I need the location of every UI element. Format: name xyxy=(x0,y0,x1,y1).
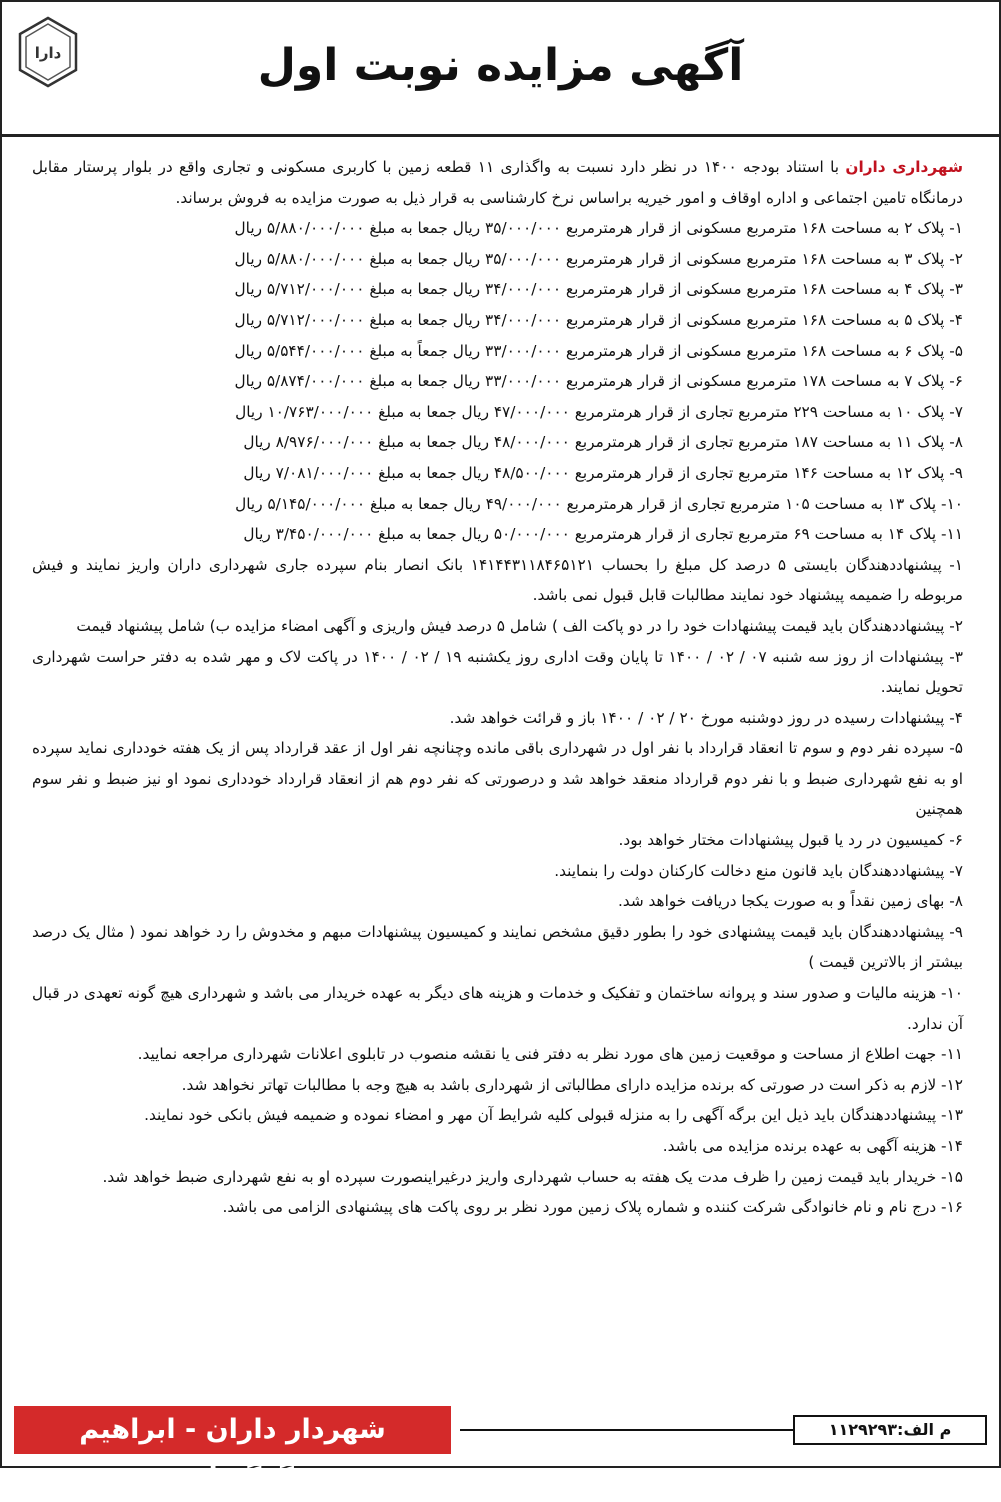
condition-item: ۱۳- پیشنهاددهندگان باید ذیل این برگه آگهی را به منزله قبولی کلیه شرایط آن مهر و امضاء نموده و ضمیمه فیش بانکی خود نمایند. xyxy=(144,1106,963,1125)
page-title: آگهی مزایده نوبت اول xyxy=(257,40,744,91)
plot-item: ۹- پلاک ۱۲ به مساحت ۱۴۶ مترمربع تجاری از قرار هرمترمربع ۴۸/۵۰۰/۰۰۰ ریال جمعا به مبلغ ۷/۰۸۱/۰۰۰/۰۰۰ ریال xyxy=(243,463,963,482)
footer-divider xyxy=(460,1429,793,1431)
plot-item: ۱- پلاک ۲ به مساحت ۱۶۸ مترمربع مسکونی از قرار هرمترمربع ۳۵/۰۰۰/۰۰۰ ریال جمعا به مبلغ ۵/۸۸۰/۰۰۰/۰۰۰ ریال xyxy=(234,219,963,238)
condition-item: ۶- کمیسیون در رد یا قبول پیشنهادات مختار خواهد بود. xyxy=(618,831,963,850)
intro-paragraph xyxy=(32,152,963,213)
condition-item: ۸- بهای زمین نقداً و به صورت یکجا دریافت خواهد شد. xyxy=(617,892,963,911)
condition-item: ۱۵- خریدار باید قیمت زمین را ظرف مدت یک هفته به حساب شهرداری واریز درغیراینصورت سپرده او به نفع شهرداری ضبط خواهد شد. xyxy=(102,1167,963,1186)
plots-list xyxy=(32,213,963,550)
mayor-signature-banner: شهردار داران - ابراهیم گوگونانی xyxy=(14,1406,451,1454)
plot-item: ۶- پلاک ۷ به مساحت ۱۷۸ مترمربع مسکونی از قرار هرمترمربع ۳۳/۰۰۰/۰۰۰ ریال جمعا به مبلغ ۵/۸۷۴/۰۰۰/۰۰۰ ریال xyxy=(234,372,963,391)
condition-item: ۱۴- هزینه آگهی به عهده برنده مزایده می باشد. xyxy=(662,1137,963,1155)
condition-item: ۱۰- هزینه مالیات و صدور سند و پروانه ساختمان و تفکیک و خدمات و هزینه های دیگر به عهده خریدار می باشد و شهرداری هیچ گونه تعهدی در قبال آن ندارد. xyxy=(32,984,963,1033)
plot-item: ۱۱- پلاک ۱۴ به مساحت ۶۹ مترمربع تجاری از قرار هرمترمربع ۵۰/۰۰۰/۰۰۰ ریال جمعا به مبلغ ۳/۴۵۰/۰۰۰/۰۰۰ ریال xyxy=(243,525,963,544)
plot-item: ۴- پلاک ۵ به مساحت ۱۶۸ مترمربع مسکونی از قرار هرمترمربع ۳۴/۰۰۰/۰۰۰ ریال جمعا به مبلغ ۵/۷۱۲/۰۰۰/۰۰۰ ریال xyxy=(234,310,963,329)
condition-item: ۱۲- لازم به ذکر است در صورتی که برنده مزایده دارای مطالباتی از شهرداری باشد به هیچ وجه با مطالبات تهاتر نخواهد شد. xyxy=(181,1075,963,1094)
condition-item: ۹- پیشنهاددهندگان باید قیمت پیشنهادی خود را بطور دقیق مشخص نمایند و کمیسیون پیشنهادات مبهم و مخدوش را رد خواهد نمود ( مثال یک درصد بیشتر از بالاترین قیمت ) xyxy=(32,922,963,972)
plot-item: ۱۰- پلاک ۱۳ به مساحت ۱۰۵ مترمربع تجاری از قرار هرمترمربع ۴۹/۰۰۰/۰۰۰ ریال جمعا به مبلغ ۵/۱۴۵/۰۰۰/۰۰۰ ریال xyxy=(235,494,963,513)
intro-text: با استناد بودجه ۱۴۰۰ در نظر دارد نسبت به واگذاری ۱۱ قطعه زمین با کاربری مسکونی و تجاری واقع در بلوار پرستار مقابل درمانگاه تامین اجتماعی و اداره اوقاف و امور خیریه براساس نرخ کارشناسی به قرار ذیل به صورت مزایده به فروش برساند. xyxy=(32,158,963,207)
conditions-list xyxy=(32,550,963,1223)
intro-org: شهرداری داران xyxy=(845,158,963,176)
logo-text: دارا xyxy=(34,44,62,62)
condition-item: ۳- پیشنهادات از روز سه شنبه ۰۷ / ۰۲ / ۱۴۰۰ تا پایان وقت اداری روز یکشنبه ۱۹ / ۰۲ / ۱۴۰۰ در پاکت لاک و مهر شده به دفتر حراست شهرداری تحویل نمایند. xyxy=(32,647,963,697)
plot-item: ۳- پلاک ۴ به مساحت ۱۶۸ مترمربع مسکونی از قرار هرمترمربع ۳۴/۰۰۰/۰۰۰ ریال جمعا به مبلغ ۵/۷۱۲/۰۰۰/۰۰۰ ریال xyxy=(234,280,963,299)
plot-item: ۸- پلاک ۱۱ به مساحت ۱۸۷ مترمربع تجاری از قرار هرمترمربع ۴۸/۰۰۰/۰۰۰ ریال جمعا به مبلغ ۸/۹۷۶/۰۰۰/۰۰۰ ریال xyxy=(243,433,963,452)
condition-item: ۱۶- درج نام و نام خانوادگی شرکت کننده و شماره پلاک زمین مورد نظر بر روی پاکت های پیشنهادی الزامی می باشد. xyxy=(222,1198,963,1217)
plot-item: ۲- پلاک ۳ به مساحت ۱۶۸ مترمربع مسکونی از قرار هرمترمربع ۳۵/۰۰۰/۰۰۰ ریال جمعا به مبلغ ۵/۸۸۰/۰۰۰/۰۰۰ ریال xyxy=(234,249,963,268)
plot-item: ۵- پلاک ۶ به مساحت ۱۶۸ مترمربع مسکونی از قرار هرمترمربع ۳۳/۰۰۰/۰۰۰ ریال جمعاً به مبلغ ۵/۵۴۴/۰۰۰/۰۰۰ ریال xyxy=(234,341,963,360)
condition-item: ۵- سپرده نفر دوم و سوم تا انعقاد قرارداد با نفر اول در شهرداری باقی مانده وچنانچه نفر اول از عقد قرارداد پس از یک هفته خودداری نماید سپرده او به نفع شهرداری ضبط و با نفر دوم قرارداد منعقد خواهد شد و درصورتی که نفر دوم هم از انعقاد قرارداد خودداری نمود او نیز ضبط و نفر سوم همچنین xyxy=(32,739,963,819)
condition-item: ۱۱- جهت اطلاع از مساحت و موقعیت زمین های مورد نظر به دفتر فنی یا نقشه منصوب در تابلوی اعلانات شهرداری مراجعه نمایید. xyxy=(137,1045,963,1064)
notice-footer xyxy=(14,1406,987,1493)
condition-item: ۱- پیشنهاددهندگان بایستی ۵ درصد کل مبلغ را بحساب ۱۴۱۴۴۳۱۱۸۴۶۵۱۲۱ بانک انصار بنام سپرده جاری شهرداری داران واریز نمایند و فیش مربوطه را ضمیمه پیشنهاد خود نمایند مطالبات قابل قبول نمی باشد. xyxy=(32,555,963,605)
reference-number-box: م الف:۱۱۲۹۲۹۳ xyxy=(793,1415,987,1445)
notice-header xyxy=(2,2,999,137)
condition-item: ۴- پیشنهادات رسیده در روز دوشنبه مورخ ۲۰ / ۰۲ / ۱۴۰۰ باز و قرائت خواهد شد. xyxy=(449,708,963,727)
condition-item: ۷- پیشنهاددهندگان باید قانون منع دخالت کارکنان دولت را بنمایند. xyxy=(554,861,963,880)
plot-item: ۷- پلاک ۱۰ به مساحت ۲۲۹ مترمربع تجاری از قرار هرمترمربع ۴۷/۰۰۰/۰۰۰ ریال جمعا به مبلغ ۱۰/۷۶۳/۰۰۰/۰۰۰ ریال xyxy=(235,402,963,421)
notice-body xyxy=(32,152,963,1223)
condition-item: ۲- پیشنهاددهندگان باید قیمت پیشنهادات خود را در دو پاکت الف ) شامل ۵ درصد فیش واریزی و آگهی امضاء مزایده ب) شامل پیشنهاد قیمت xyxy=(76,616,963,635)
